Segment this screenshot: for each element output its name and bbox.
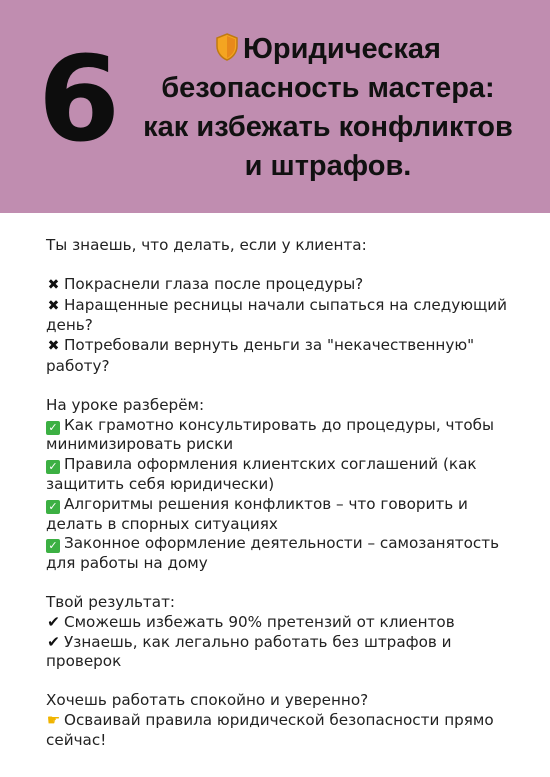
cross-mark-icon: ✖	[47, 338, 60, 355]
intro-list	[46, 275, 516, 377]
list-item: ✓ Законное оформление деятельности – самозанятость для работы на дому	[46, 534, 500, 573]
intro-question: Ты знаешь, что делать, если у клиента:	[46, 236, 367, 254]
lesson-heading: На уроке разберём:	[46, 395, 205, 414]
lesson-number: 6	[38, 30, 121, 168]
title-line-4: и штрафов.	[244, 150, 412, 182]
cta-text: ☛ Осваивай правила юридической безопасности прямо сейчас!	[46, 710, 494, 749]
green-check-icon: ✓	[46, 421, 60, 435]
list-item: ✖ Покраснели глаза после процедуры?	[46, 275, 516, 296]
header-banner	[0, 0, 550, 213]
title-line-2: безопасность мастера:	[161, 72, 495, 104]
title-line-3: как избежать конфликтов	[143, 111, 513, 143]
cta-question: Хочешь работать спокойно и уверенно?	[46, 691, 369, 710]
content	[46, 236, 516, 770]
list-item: ✓ Как грамотно консультировать до процедуры, чтобы минимизировать риски	[46, 415, 494, 454]
title-line-1: Юридическая	[243, 33, 441, 65]
list-item: ✖ Потребовали вернуть деньги за "некачественную" работу?	[46, 336, 475, 375]
cross-mark-icon: ✖	[47, 297, 60, 314]
page-title	[118, 30, 538, 186]
list-item: ✔ Сможешь избежать 90% претензий от клиентов	[47, 612, 455, 631]
list-item: ✖ Наращенные ресницы начали сыпаться на следующий день?	[46, 295, 508, 335]
green-check-icon: ✓	[46, 460, 60, 474]
green-check-icon: ✓	[46, 539, 60, 553]
cta-section	[46, 691, 516, 750]
result-heading: Твой результат:	[46, 592, 176, 611]
green-check-icon: ✓	[46, 500, 60, 514]
list-item: ✓ Правила оформления клиентских соглашений (как защитить себя юридически)	[46, 455, 477, 493]
intro-section	[46, 236, 516, 256]
list-item: ✔ Узнаешь, как легально работать без штрафов и проверок	[46, 632, 452, 671]
check-mark-icon: ✔	[47, 612, 60, 631]
result-section	[46, 593, 516, 672]
list-item: ✓ Алгоритмы решения конфликтов – что говорить и делать в спорных ситуациях	[46, 494, 468, 533]
pointing-hand-icon: ☛	[46, 710, 61, 729]
cross-mark-icon: ✖	[47, 276, 60, 293]
shield-icon	[215, 33, 239, 61]
lesson-section	[46, 396, 516, 574]
check-mark-icon: ✔	[47, 632, 60, 651]
